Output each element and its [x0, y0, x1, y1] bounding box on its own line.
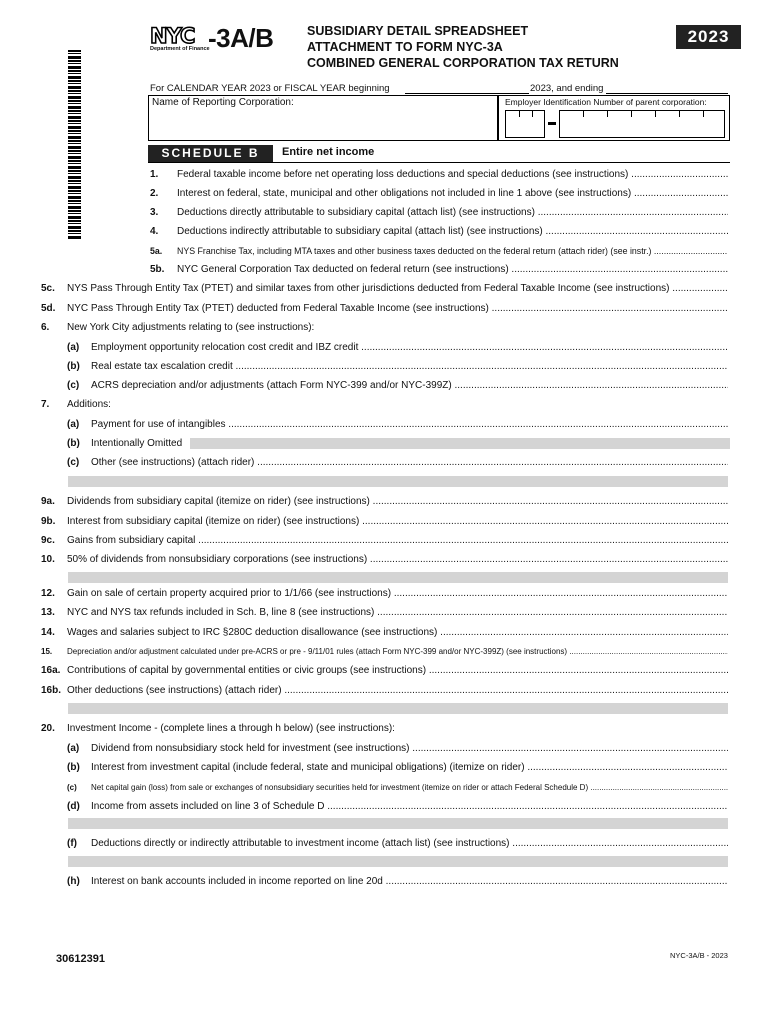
line-text: NYS Pass Through Entity Tax (PTET) and similar taxes from other jurisdictions deducted from Federal Taxable Income (see instructions) .....	[67, 282, 728, 296]
period-prefix: For CALENDAR YEAR 2023 or FISCAL YEAR beginning	[150, 83, 390, 94]
line-6b	[67, 360, 728, 374]
period-middle: 2023, and ending	[530, 83, 604, 94]
line-number: 10.	[41, 554, 55, 565]
line-20b	[67, 761, 728, 775]
line-text: Income from assets included on line 3 of Schedule D .....	[91, 800, 728, 814]
line-number: 20.	[41, 723, 55, 734]
line-7c	[67, 456, 728, 470]
ein-field-group	[498, 95, 730, 141]
line-6a	[67, 341, 728, 355]
line-number: (b)	[67, 361, 80, 372]
line-number: (a)	[67, 419, 80, 430]
tax-year-badge: 2023	[676, 25, 741, 49]
line-number: (h)	[67, 876, 80, 887]
shaded-divider	[68, 703, 728, 714]
form-title	[307, 23, 619, 71]
line-text: Additions:	[67, 399, 111, 410]
shaded-divider	[68, 818, 728, 829]
line-7a	[67, 418, 728, 432]
line-text: Contributions of capital by governmental entities or civic groups (see instructions) .....	[67, 664, 728, 678]
shaded-divider	[68, 476, 728, 487]
line-number: 16a.	[41, 665, 61, 676]
line-number: (c)	[67, 457, 80, 468]
line-text: Investment Income - (complete lines a through h below) (see instructions):	[67, 723, 395, 734]
fiscal-end-field[interactable]	[606, 93, 728, 94]
line-text: Employment opportunity relocation cost credit and IBZ credit .....	[91, 341, 728, 355]
line-20	[41, 722, 728, 736]
ein-dash	[548, 122, 556, 125]
line-text: Interest on bank accounts included in income reported on line 20d .....	[91, 875, 728, 889]
title-line: COMBINED GENERAL CORPORATION TAX RETURN	[307, 56, 619, 70]
line-5d	[41, 302, 728, 316]
line-5c	[41, 282, 728, 296]
line-13	[41, 606, 728, 620]
line-16b	[41, 684, 728, 698]
line-number: (a)	[67, 743, 80, 754]
line-text: ACRS depreciation and/or adjustments (attach Form NYC-399 and/or NYC-399Z) .....	[91, 379, 728, 393]
line-20c	[67, 781, 728, 795]
line-text: Deductions directly or indirectly attributable to investment income (attach list) (see instructions) .....	[91, 837, 728, 851]
line-text: New York City adjustments relating to (see instructions):	[67, 322, 315, 333]
line-20f	[67, 837, 728, 851]
title-line: ATTACHMENT TO FORM NYC-3A	[307, 40, 503, 54]
line-number: 13.	[41, 607, 55, 618]
line-9b	[41, 515, 728, 529]
line-text: Interest from subsidiary capital (itemize on rider) (see instructions) .....	[67, 515, 728, 529]
line-20a	[67, 742, 728, 756]
fiscal-begin-field[interactable]	[405, 93, 529, 94]
line-number: 15.	[41, 647, 53, 656]
line-number: (c)	[67, 783, 77, 792]
omitted-shading	[190, 438, 730, 449]
line-number: (d)	[67, 801, 80, 812]
line-15	[41, 645, 728, 659]
line-text: Dividend from nonsubsidiary stock held for investment (see instructions) .....	[91, 742, 728, 756]
logo-text: NYC	[150, 24, 195, 48]
line-number: 16b.	[41, 685, 62, 696]
line-text: Real estate tax escalation credit .....	[91, 360, 728, 374]
line-number: 7.	[41, 399, 50, 410]
line-text: Deductions indirectly attributable to subsidiary capital (attach list) (see instructions) .....	[177, 225, 728, 239]
title-line: SUBSIDIARY DETAIL SPREADSHEET	[307, 24, 529, 38]
line-20d	[67, 800, 728, 814]
line-text: Gain on sale of certain property acquired prior to 1/1/66 (see instructions) .....	[67, 587, 728, 601]
corporation-name-field[interactable]	[148, 95, 498, 141]
corporation-name-label: Name of Reporting Corporation:	[152, 97, 294, 108]
line-number: 5c.	[41, 283, 55, 294]
line-7	[41, 398, 728, 412]
line-9c	[41, 534, 728, 548]
schedule-label: SCHEDULE B	[148, 145, 273, 162]
line-text: Interest from investment capital (include federal, state and municipal obligations) (itemize on rider) .....	[91, 761, 728, 775]
form-number: -3A/B	[208, 23, 274, 53]
line-number: 2.	[150, 188, 159, 199]
ein-prefix-input[interactable]	[505, 110, 545, 138]
ein-label: Employer Identification Number of parent corporation:	[505, 97, 707, 107]
line-text: NYC General Corporation Tax deducted on federal return (see instructions) .....	[177, 263, 728, 277]
line-text: NYC and NYS tax refunds included in Sch. B, line 8 (see instructions) .....	[67, 606, 728, 620]
line-14	[41, 626, 728, 640]
shaded-divider	[68, 856, 728, 867]
line-text: Federal taxable income before net operating loss deductions and special deductions (see instructions) .....	[177, 168, 728, 182]
line-number: 14.	[41, 627, 55, 638]
line-text: Other (see instructions) (attach rider) .....	[91, 456, 728, 470]
ein-suffix-input[interactable]	[559, 110, 725, 138]
period-line	[150, 83, 730, 94]
line-number: 9b.	[41, 516, 56, 527]
barcode	[68, 50, 81, 240]
line-number: 9c.	[41, 535, 55, 546]
nyc-logo	[150, 24, 300, 54]
line-number: 3.	[150, 207, 159, 218]
line-text: Dividends from subsidiary capital (itemize on rider) (see instructions) .....	[67, 495, 728, 509]
line-text: Wages and salaries subject to IRC §280C deduction disallowance (see instructions) .....	[67, 626, 728, 640]
line-number: 5d.	[41, 303, 56, 314]
line-10	[41, 553, 728, 567]
line-1	[150, 168, 728, 182]
line-text: Gains from subsidiary capital .....	[67, 534, 728, 548]
form-code: 30612391	[56, 953, 105, 965]
department-name: Department of Finance	[150, 46, 210, 52]
line-text: NYC Pass Through Entity Tax (PTET) deducted from Federal Taxable Income (see instructions) .....	[67, 302, 728, 316]
line-3	[150, 206, 728, 220]
line-text: Depreciation and/or adjustment calculated under pre-ACRS or pre - 9/11/01 rules (attach Form NYC-399 and/or NYC-399Z) (see instructions) .....	[67, 645, 728, 659]
line-16a	[41, 664, 728, 678]
line-text: NYS Franchise Tax, including MTA taxes and other business taxes deducted on the federal return (attach rider) (see instr.) .....	[177, 244, 728, 258]
line-number: (a)	[67, 342, 80, 353]
line-text: Intentionally Omitted	[91, 438, 183, 449]
line-number: 4.	[150, 226, 159, 237]
form-footer-id: NYC-3A/B - 2023	[670, 951, 728, 960]
line-6	[41, 321, 728, 335]
line-5b	[150, 263, 728, 277]
line-20h	[67, 875, 728, 889]
line-number: 6.	[41, 322, 50, 333]
line-text: Net capital gain (loss) from sale or exchanges of nonsubsidiary securities held for investment (itemize on rider or attach Federal Schedule D) .....	[91, 781, 728, 795]
line-text: 50% of dividends from nonsubsidiary corporations (see instructions) .....	[67, 553, 728, 567]
line-9a	[41, 495, 728, 509]
line-text: Payment for use of intangibles .....	[91, 418, 728, 432]
line-2	[150, 187, 728, 201]
schedule-divider	[148, 162, 730, 163]
line-5a	[150, 244, 728, 258]
line-text: Deductions directly attributable to subsidiary capital (attach list) (see instructions) .....	[177, 206, 728, 220]
line-number: 9a.	[41, 496, 55, 507]
line-number: (b)	[67, 438, 80, 449]
line-4	[150, 225, 728, 239]
line-number: 5a.	[150, 246, 163, 256]
line-text: Interest on federal, state, municipal and other obligations not included in line 1 above (see instructions) .....	[177, 187, 728, 201]
line-text: Other deductions (see instructions) (attach rider) .....	[67, 684, 728, 698]
line-number: 12.	[41, 588, 55, 599]
line-number: 5b.	[150, 264, 165, 275]
line-number: (c)	[67, 380, 80, 391]
schedule-title: Entire net income	[282, 146, 375, 158]
line-12	[41, 587, 728, 601]
line-6c	[67, 379, 728, 393]
line-number: 1.	[150, 169, 159, 180]
line-number: (f)	[67, 838, 77, 849]
line-number: (b)	[67, 762, 80, 773]
shaded-divider	[68, 572, 728, 583]
